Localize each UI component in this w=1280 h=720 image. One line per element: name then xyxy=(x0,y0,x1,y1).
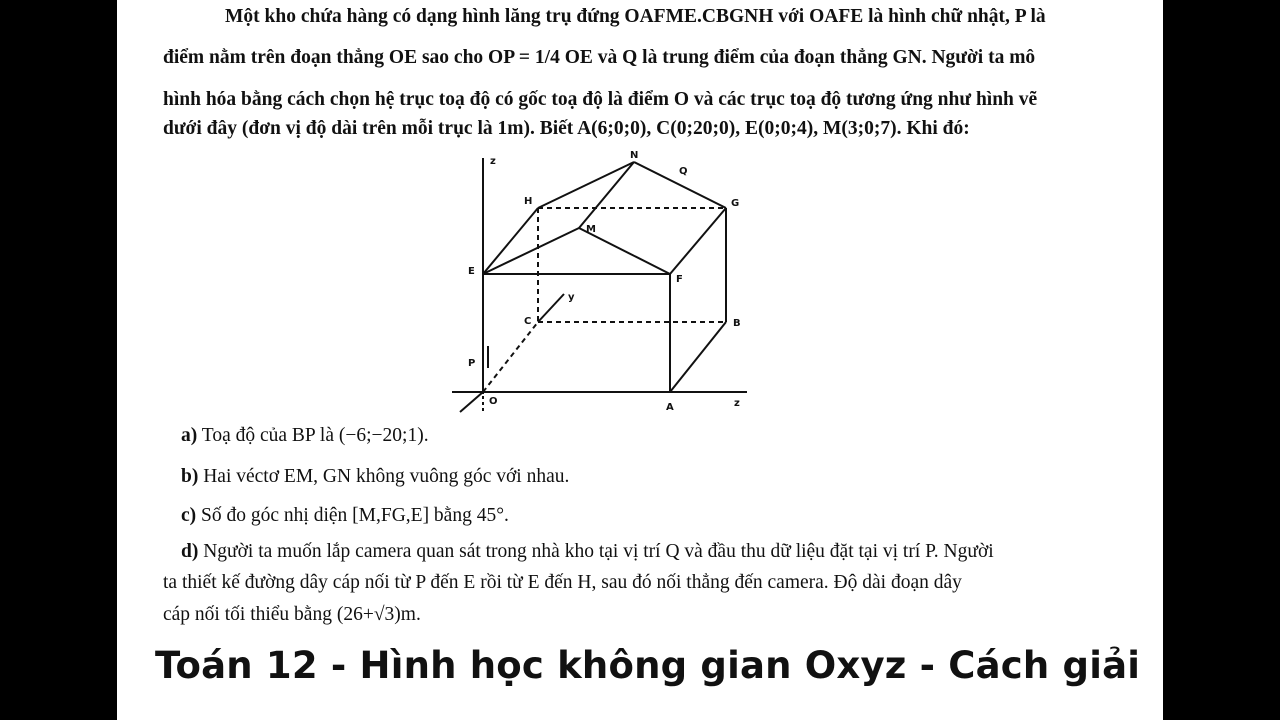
label-P: P xyxy=(468,358,476,369)
statement-d-line-3: cáp nối tối thiểu bằng (26+√3)m. xyxy=(163,604,421,625)
document-page xyxy=(117,0,1163,720)
statement-d-line-1 xyxy=(181,541,994,563)
label-H: H xyxy=(524,196,533,207)
edge-EM xyxy=(483,228,579,274)
label-O: O xyxy=(489,396,498,407)
problem-line-1: Một kho chứa hàng có dạng hình lăng trụ đứng OAFME.CBGNH với OAFE là hình chữ nhật, P là xyxy=(225,6,1046,27)
edge-FG xyxy=(670,208,726,274)
problem-line-4: dưới đây (đơn vị độ dài trên mỗi trục là 1m). Biết A(6;0;0), C(0;20;0), E(0;0;4), M(3;0;7). Khi đó: xyxy=(163,118,970,139)
statement-b-text: Hai véctơ EM, GN không vuông góc với nhau. xyxy=(203,466,570,487)
label-Q: Q xyxy=(679,166,688,177)
y-axis-upper xyxy=(538,294,564,322)
video-title-caption: Toán 12 - Hình học không gian Oxyz - Cách giải xyxy=(155,644,1141,687)
label-G: G xyxy=(731,198,740,209)
label-N: N xyxy=(630,150,639,161)
label-C: C xyxy=(524,316,532,327)
label-F: F xyxy=(676,274,683,285)
label-B: B xyxy=(733,318,741,329)
statement-a-label: a) xyxy=(181,425,198,446)
statement-a xyxy=(181,425,429,447)
statement-c-text: Số đo góc nhị diện [M,FG,E] bằng 45°. xyxy=(201,505,509,526)
statement-d-text-1: Người ta muốn lắp camera quan sát trong nhà kho tại vị trí Q và đầu thu dữ liệu đặt tại vị trí P. Người xyxy=(203,541,994,562)
label-z-right: z xyxy=(734,398,740,409)
statement-a-text: Toạ độ của BP là (−6;−20;1). xyxy=(201,425,429,446)
edge-MN xyxy=(579,162,634,228)
statement-d-label: d) xyxy=(181,541,199,562)
edge-EH xyxy=(483,208,538,274)
statement-c xyxy=(181,505,509,527)
statement-d-line-2: ta thiết kế đường dây cáp nối từ P đến E rồi từ E đến H, sau đó nối thẳng đến camera. Độ dài đoạn dây xyxy=(163,572,962,593)
statement-b xyxy=(181,466,569,488)
label-y: y xyxy=(568,292,575,303)
problem-line-2: điểm nằm trên đoạn thẳng OE sao cho OP = 1/4 OE và Q là trung điểm của đoạn thẳng GN. Người ta mô xyxy=(163,47,1036,68)
label-M: M xyxy=(586,224,596,235)
y-axis-dashed xyxy=(483,322,538,392)
label-A: A xyxy=(666,402,674,413)
statement-c-label: c) xyxy=(181,505,197,526)
label-z-top: z xyxy=(490,156,496,167)
prism-diagram xyxy=(452,148,762,420)
edge-HN xyxy=(538,162,634,208)
statement-b-label: b) xyxy=(181,466,199,487)
problem-line-3: hình hóa bằng cách chọn hệ trục toạ độ có gốc toạ độ là điểm O và các trục toạ độ tương ứng như hình vẽ xyxy=(163,89,1038,110)
y-axis-lower xyxy=(460,392,483,412)
edge-AB xyxy=(670,322,726,392)
label-E: E xyxy=(468,266,475,277)
